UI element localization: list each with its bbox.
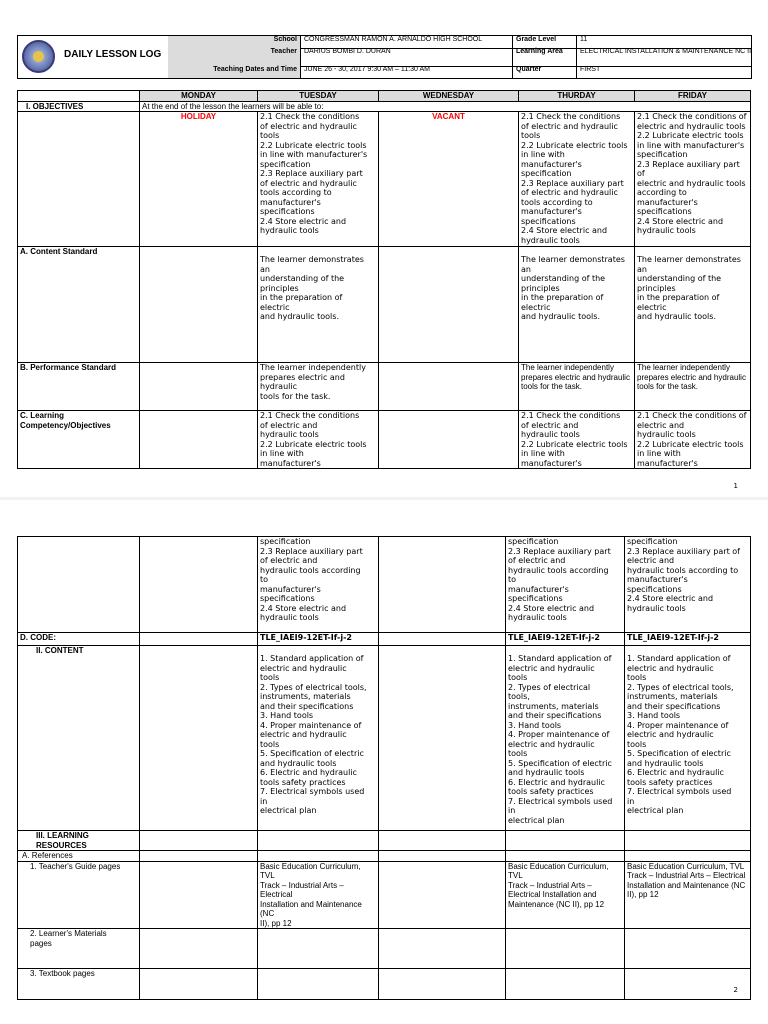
header-logo-cell bbox=[18, 36, 169, 78]
grade-value: 11 bbox=[580, 36, 588, 43]
content-tuesday: 1. Standard application of electric and hydraulic tools 2. Types of electrical tools, instruments, materials and their specifications 3. Hand tools 4. Proper maintenance of electric and hydraulic tools 5. Specification of electric and hydraulic tools 6. Electric and hydraulic tools safety practices 7. Electrical symbols used in electrical plan bbox=[258, 646, 379, 831]
references-wednesday bbox=[379, 851, 506, 862]
content-friday: 1. Standard application of electric and hydraulic tools 2. Types of electrical tools, instruments, materials and their specifications 3. Hand tools 4. Proper maintenance of electric and hydraulic tools 5. Specification of electric and hydraulic tools 6. Electric and hydraulic tools safety practices 7. Electrical symbols used in electrical plan bbox=[625, 646, 751, 831]
deped-seal-icon bbox=[22, 40, 55, 73]
teachers-guide-label: 1. Teacher's Guide pages bbox=[18, 861, 140, 929]
performance-standard-tuesday: The learner independently prepares electric and hydraulic tools for the task. bbox=[258, 363, 379, 411]
day-header-thursday: THURDAY bbox=[519, 91, 635, 102]
resources-friday bbox=[625, 831, 751, 851]
competency-thursday-p1: 2.1 Check the conditions of electric and hydraulic tools 2.2 Lubricate electric tools in line with manufacturer's bbox=[519, 411, 635, 469]
area-label: Learning Area bbox=[513, 48, 577, 66]
wednesday-vacant-label: VACANT bbox=[379, 112, 519, 247]
objectives-row bbox=[18, 112, 751, 247]
textbook-tuesday bbox=[258, 969, 379, 1000]
code-thursday: TLE_IAEI9-12ET-If-j-2 bbox=[506, 633, 625, 646]
objectives-tuesday: 2.1 Check the conditions of electric and hydraulic tools 2.2 Lubricate electric tools in line with manufacturer's specification 2.3 Replace auxiliary part of electric and hydraulic tools according to manufacturer's specifications 2.4 Store electric and hydraulic tools bbox=[258, 112, 379, 247]
quarter-label: Quarter bbox=[513, 66, 577, 78]
teachers-guide-thursday: Basic Education Curriculum, TVL Track – Industrial Arts – Electrical Installation and Maintenance (NC II), pp 12 bbox=[506, 861, 625, 929]
page-number-1: 1 bbox=[733, 482, 738, 490]
teacher-label: Teacher bbox=[168, 48, 301, 66]
teachers-guide-friday: Basic Education Curriculum, TVL Track – Industrial Arts – Electrical Installation and Maintenance (NC II), pp 12 bbox=[625, 861, 751, 929]
objectives-empty bbox=[18, 112, 140, 247]
teacher-value: DARIUS BOMBI D. DURAN bbox=[301, 48, 513, 66]
competency-tuesday-p1: 2.1 Check the conditions of electric and hydraulic tools 2.2 Lubricate electric tools in line with manufacturer's bbox=[258, 411, 379, 469]
document-title: DAILY LESSON LOG bbox=[64, 49, 162, 60]
textbook-wednesday bbox=[379, 969, 506, 1000]
learners-materials-monday bbox=[140, 929, 258, 969]
school-label: School bbox=[168, 36, 301, 48]
performance-standard-wednesday bbox=[379, 363, 519, 411]
references-row bbox=[18, 851, 751, 862]
competency-wednesday-p2 bbox=[379, 537, 506, 633]
resources-tuesday bbox=[258, 831, 379, 851]
page-1 bbox=[0, 0, 768, 500]
learners-materials-thursday bbox=[506, 929, 625, 969]
competency-monday-p2 bbox=[140, 537, 258, 633]
content-standard-label: A. Content Standard bbox=[18, 247, 140, 363]
resources-label: III. LEARNING RESOURCES bbox=[18, 831, 140, 851]
references-friday bbox=[625, 851, 751, 862]
textbook-friday bbox=[625, 969, 751, 1000]
content-monday bbox=[140, 646, 258, 831]
page-number-2: 2 bbox=[733, 986, 738, 994]
corner-cell bbox=[18, 91, 140, 102]
day-header-tuesday: TUESDAY bbox=[258, 91, 379, 102]
objectives-intro-row bbox=[18, 101, 751, 112]
competency-row-p2 bbox=[18, 537, 751, 633]
competency-label: C. Learning Competency/Objectives bbox=[18, 411, 140, 469]
performance-standard-label: B. Performance Standard bbox=[18, 363, 140, 411]
performance-standard-row bbox=[18, 363, 751, 411]
learners-materials-friday bbox=[625, 929, 751, 969]
competency-label-p2 bbox=[18, 537, 140, 633]
competency-friday-p2: specification 2.3 Replace auxiliary part of electric and hydraulic tools according to manufacturer's specifications 2.4 Store electric and hydraulic tools bbox=[625, 537, 751, 633]
area-value: ELECTRICAL INSTALLATION & MAINTENANCE NC II bbox=[580, 48, 752, 55]
learners-materials-label: 2. Learner's Materials pages bbox=[18, 929, 140, 969]
resources-row bbox=[18, 831, 751, 851]
day-header-row bbox=[18, 91, 751, 102]
teachers-guide-wednesday bbox=[379, 861, 506, 929]
references-monday bbox=[140, 851, 258, 862]
textbook-label: 3. Textbook pages bbox=[18, 969, 140, 1000]
textbook-row bbox=[18, 969, 751, 1000]
content-wednesday bbox=[379, 646, 506, 831]
quarter-value: FIRST bbox=[580, 66, 601, 73]
content-row bbox=[18, 646, 751, 831]
lesson-table-page-2 bbox=[17, 536, 751, 1000]
performance-standard-monday bbox=[140, 363, 258, 411]
objectives-intro: At the end of the lesson the learners will be able to: bbox=[140, 101, 751, 112]
competency-tuesday-p2: specification 2.3 Replace auxiliary part of electric and hydraulic tools according to manufacturer's specifications 2.4 Store electric and hydraulic tools bbox=[258, 537, 379, 633]
grade-label: Grade Level bbox=[513, 36, 577, 48]
resources-thursday bbox=[506, 831, 625, 851]
code-monday bbox=[140, 633, 258, 646]
competency-thursday-p2: specification 2.3 Replace auxiliary part of electric and hydraulic tools according to manufacturer's specifications 2.4 Store electric and hydraulic tools bbox=[506, 537, 625, 633]
objectives-thursday: 2.1 Check the conditions of electric and hydraulic tools 2.2 Lubricate electric tools in line with manufacturer's specification 2.3 Replace auxiliary part of electric and hydraulic tools according to manufacturer's specifications 2.4 Store electric and hydraulic tools bbox=[519, 112, 635, 247]
content-standard-monday bbox=[140, 247, 258, 363]
objectives-label: I. OBJECTIVES bbox=[18, 101, 140, 112]
code-row bbox=[18, 633, 751, 646]
references-label: A. References bbox=[18, 851, 140, 862]
content-standard-row bbox=[18, 247, 751, 363]
competency-row-p1 bbox=[18, 411, 751, 469]
teachers-guide-monday bbox=[140, 861, 258, 929]
learners-materials-wednesday bbox=[379, 929, 506, 969]
content-label: II. CONTENT bbox=[18, 646, 140, 831]
performance-standard-thursday: The learner independently prepares electric and hydraulic tools for the task. bbox=[519, 363, 635, 411]
competency-wednesday-p1 bbox=[379, 411, 519, 469]
references-tuesday bbox=[258, 851, 379, 862]
lesson-table-page-1 bbox=[17, 90, 751, 469]
code-label: D. CODE: bbox=[18, 633, 140, 646]
code-tuesday: TLE_IAEI9-12ET-If-j-2 bbox=[258, 633, 379, 646]
code-wednesday bbox=[379, 633, 506, 646]
learners-materials-row bbox=[18, 929, 751, 969]
teachers-guide-tuesday: Basic Education Curriculum, TVL Track – Industrial Arts – Electrical Installation and Maintenance (NC II), pp 12 bbox=[258, 861, 379, 929]
day-header-friday: FRIDAY bbox=[635, 91, 751, 102]
content-standard-tuesday: The learner demonstrates an understanding of the principles in the preparation of electric and hydraulic tools. bbox=[258, 247, 379, 363]
textbook-monday bbox=[140, 969, 258, 1000]
references-thursday bbox=[506, 851, 625, 862]
textbook-thursday bbox=[506, 969, 625, 1000]
code-friday: TLE_IAEI9-12ET-If-j-2 bbox=[625, 633, 751, 646]
content-standard-friday: The learner demonstrates an understanding of the principles in the preparation of electric and hydraulic tools. bbox=[635, 247, 751, 363]
header-row-dates bbox=[168, 66, 751, 78]
resources-wednesday bbox=[379, 831, 506, 851]
performance-standard-friday: The learner independently prepares electric and hydraulic tools for the task. bbox=[635, 363, 751, 411]
competency-monday-p1 bbox=[140, 411, 258, 469]
day-header-wednesday: WEDNESDAY bbox=[379, 91, 519, 102]
header-block bbox=[17, 35, 752, 79]
content-thursday: 1. Standard application of electric and hydraulic tools 2. Types of electrical tools, instruments, materials and their specifications 3. Hand tools 4. Proper maintenance of electric and hydraulic tools 5. Specification of electric and hydraulic tools 6. Electric and hydraulic tools safety practices 7. Electrical symbols used in electrical plan bbox=[506, 646, 625, 831]
dates-label: Teaching Dates and Time bbox=[168, 66, 301, 78]
monday-holiday-label: HOLIDAY bbox=[140, 112, 258, 247]
page-2 bbox=[0, 500, 768, 1024]
teachers-guide-row bbox=[18, 861, 751, 929]
content-standard-thursday: The learner demonstrates an understanding of the principles in the preparation of electric and hydraulic tools. bbox=[519, 247, 635, 363]
day-header-monday: MONDAY bbox=[140, 91, 258, 102]
header-info-grid bbox=[168, 36, 751, 78]
objectives-friday: 2.1 Check the conditions of electric and hydraulic tools 2.2 Lubricate electric tools in line with manufacturer's specification 2.3 Replace auxiliary part of electric and hydraulic tools according to manufacturer's specifications 2.4 Store electric and hydraulic tools bbox=[635, 112, 751, 247]
content-standard-wednesday bbox=[379, 247, 519, 363]
dates-value: JUNE 26 - 30, 2017 9:30 AM – 11:30 AM bbox=[301, 66, 513, 78]
competency-friday-p1: 2.1 Check the conditions of electric and hydraulic tools 2.2 Lubricate electric tools in line with manufacturer's bbox=[635, 411, 751, 469]
learners-materials-tuesday bbox=[258, 929, 379, 969]
resources-monday bbox=[140, 831, 258, 851]
school-value: CONGRESSMAN RAMON A. ARNALDO HIGH SCHOOL bbox=[301, 36, 513, 48]
header-row-teacher bbox=[168, 48, 751, 67]
